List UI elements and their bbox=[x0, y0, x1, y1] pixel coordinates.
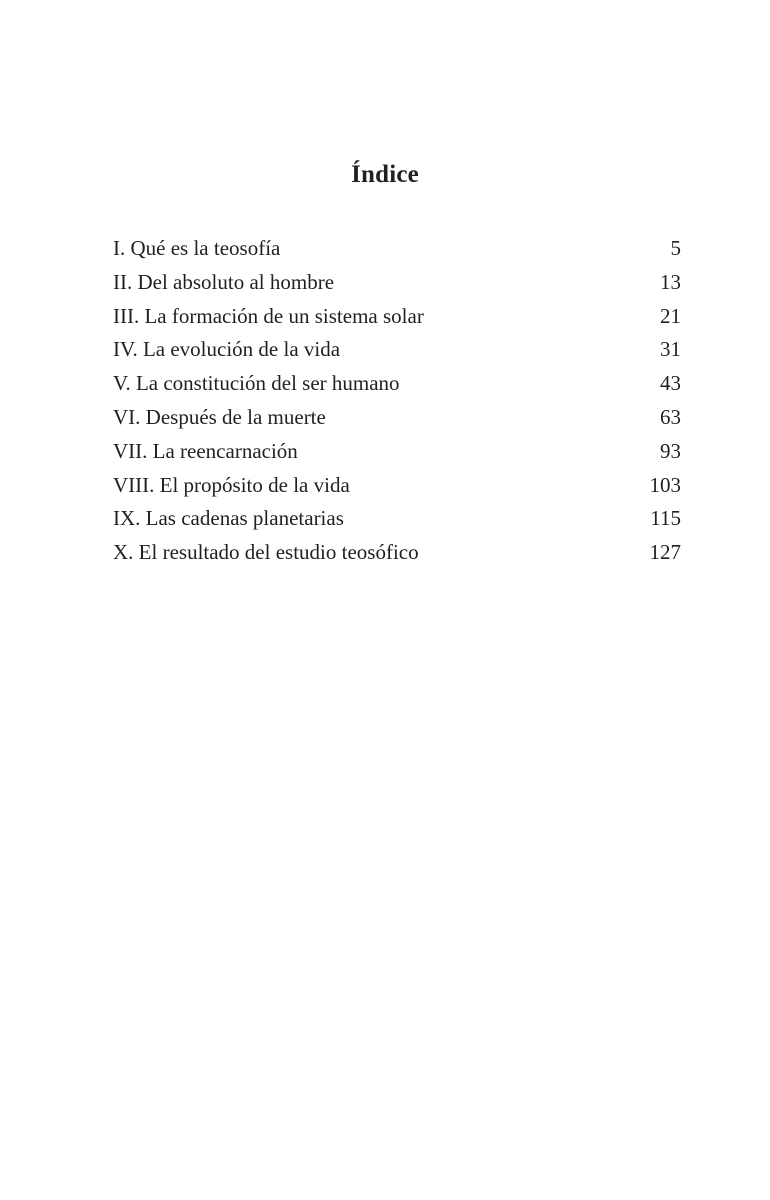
toc-entry-page: 103 bbox=[649, 472, 681, 497]
toc-entry-label: IX. Las cadenas planetarias bbox=[113, 506, 344, 531]
toc-entry-page: 5 bbox=[670, 236, 681, 260]
toc-entry-page: 43 bbox=[660, 371, 681, 396]
toc-entry-label: VII. La reencarnación bbox=[113, 438, 298, 463]
toc-entry-page: 115 bbox=[650, 506, 681, 531]
toc-entry-label: V. La constitución del ser humano bbox=[113, 371, 400, 396]
toc-entry bbox=[113, 435, 681, 469]
toc-entry-page: 13 bbox=[660, 269, 681, 294]
toc-entry bbox=[113, 333, 681, 367]
toc-entry bbox=[113, 401, 681, 435]
toc-entry bbox=[113, 469, 681, 503]
toc-entry bbox=[113, 367, 681, 401]
toc-entry-label: I. Qué es la teosofía bbox=[113, 236, 281, 260]
toc-entry bbox=[113, 266, 681, 300]
toc-entry-page: 63 bbox=[660, 404, 681, 429]
toc-entry-page: 21 bbox=[660, 303, 681, 328]
page-title: Índice bbox=[351, 160, 419, 188]
toc-entry bbox=[113, 536, 681, 570]
toc-entry bbox=[113, 232, 681, 266]
toc-entry-page: 93 bbox=[660, 438, 681, 463]
toc-entry-label: II. Del absoluto al hombre bbox=[113, 269, 335, 294]
toc-entry-label: X. El resultado del estudio teosófico bbox=[113, 540, 419, 565]
table-of-contents bbox=[113, 232, 681, 570]
toc-entry-label: IV. La evolución de la vida bbox=[113, 337, 341, 362]
toc-entry-page: 127 bbox=[649, 540, 681, 565]
toc-entry-label: VIII. El propósito de la vida bbox=[113, 472, 350, 497]
toc-entry-label: VI. Después de la muerte bbox=[113, 404, 326, 429]
toc-entry-label: III. La formación de un sistema solar bbox=[113, 303, 424, 328]
toc-entry-page: 31 bbox=[660, 337, 681, 362]
toc-entry bbox=[113, 502, 681, 536]
toc-entry bbox=[113, 300, 681, 334]
